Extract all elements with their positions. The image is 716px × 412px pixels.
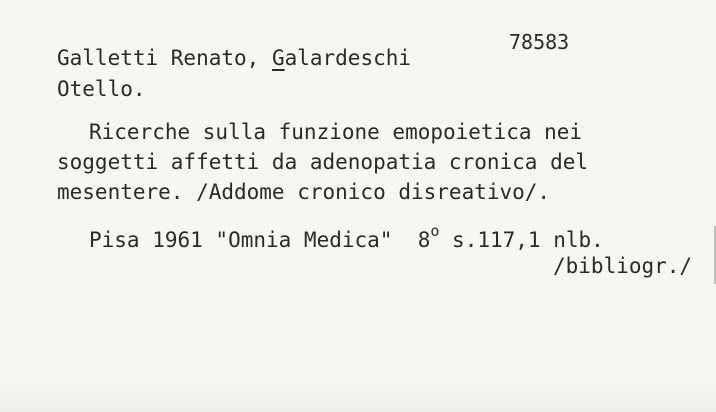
title-line-1: Ricerche sulla funzione emopoietica nei [89,120,583,144]
title-line-3: mesentere. /Addome cronico disreativo/. [57,180,551,204]
authors-line-1-prefix: Galletti Renato, [57,46,272,70]
scan-shading [0,382,716,412]
publication-suffix: s.117,1 nlb. [439,228,604,252]
publication-line-2: /bibliogr./ [553,254,693,278]
catalog-number: 78583 [509,30,570,54]
authors-line-1 [57,48,411,69]
format-superscript: o [430,222,440,240]
publication-prefix: Pisa 1961 "Omnia Medica" 8 [89,228,431,252]
authors-line-1-rest: alardeschi [284,46,412,70]
publication-line-1 [89,222,604,252]
authors-line-2: Otello. [57,77,146,101]
underlined-initial: G [271,46,285,70]
title-line-2: soggetti affetti da adenopatia cronica del [57,150,589,174]
